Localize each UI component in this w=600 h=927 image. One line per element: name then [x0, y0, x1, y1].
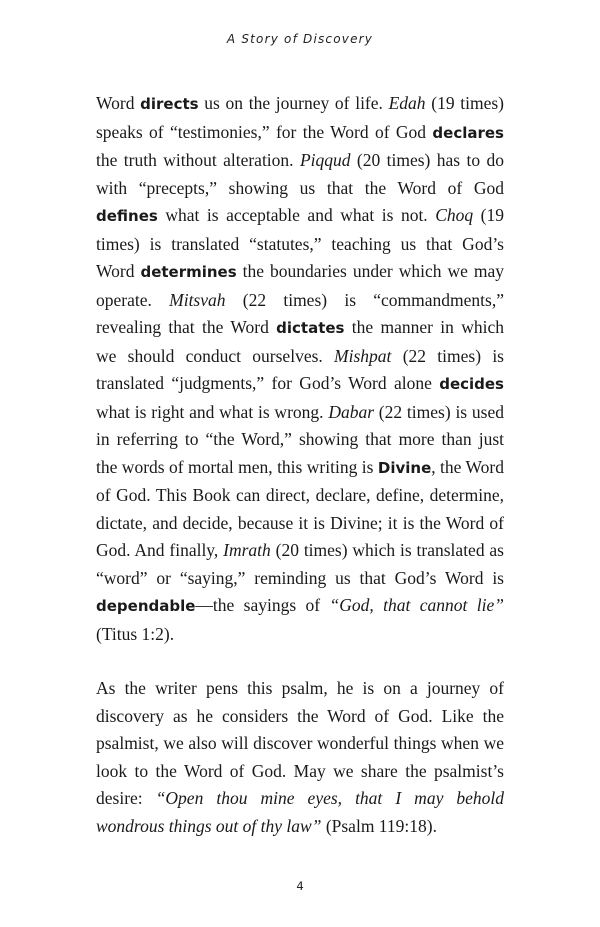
emphasis-italic: Edah — [388, 93, 426, 113]
text-run: Word — [96, 93, 141, 113]
emphasis-bold: Divine — [377, 458, 432, 477]
text-run: As the writer pens this psalm, he is on a journey of discovery as he considers the Word of God. Like the psalmist, we also will discover wonderful things when we look to the Word of God. May we share the psalmist’s desire: — [96, 678, 504, 808]
emphasis-bold: dictates — [276, 319, 345, 337]
emphasis-italic: “God, that cannot lie” — [329, 595, 504, 615]
text-run: the boundaries under which we may operate. — [96, 261, 504, 310]
emphasis-italic: Piqqud — [299, 150, 351, 170]
text-run: —the sayings of — [195, 595, 330, 615]
text-run: (19 times) speaks of “testimonies,” for the Word of God — [96, 93, 504, 142]
text-run: us on the journey of life. — [198, 93, 389, 113]
emphasis-bold: dependable — [96, 597, 196, 615]
text-run: (22 times) is “commandments,” revealing that the Word — [96, 289, 504, 337]
emphasis-italic: Mitsvah — [169, 289, 226, 310]
text-run: (20 times) which is translated as “word” or “saying,” reminding us that God’s Word is — [96, 540, 504, 588]
text-run: the manner in which we should conduct ourselves. — [96, 317, 504, 366]
emphasis-bold: decides — [439, 375, 504, 393]
text-run: , the Word of God. This Book can direct, declare, define, determine, dictate, and decide, because it is Divine; it is the Word of God. And finally, — [96, 456, 504, 560]
emphasis-bold: directs — [140, 95, 199, 113]
page-number: 4 — [296, 879, 304, 893]
emphasis-italic: “Open thou mine eyes, that I may behold wondrous things out of thy law” — [96, 788, 504, 836]
body-text — [96, 90, 504, 840]
emphasis-italic: Mishpat — [334, 345, 392, 366]
emphasis-italic: Dabar — [328, 401, 375, 422]
emphasis-bold: declares — [432, 123, 504, 142]
emphasis-italic: Choq — [435, 205, 474, 225]
text-run: (22 times) is translated “judgments,” for God’s Word alone — [96, 345, 504, 393]
text-run: the truth without alteration. — [96, 150, 300, 170]
text-run: what is acceptable and what is not. — [157, 205, 436, 225]
text-run: (Psalm 119:18). — [321, 815, 437, 836]
text-run: (20 times) has to do with “precepts,” showing us that the Word of God — [96, 150, 505, 198]
text-run: (22 times) is used in referring to “the Word,” showing that more than just the words of mortal men, this writing is — [96, 401, 504, 477]
text-run: what is right and what is wrong. — [96, 401, 329, 422]
paragraph — [96, 675, 504, 840]
emphasis-italic: Imrath — [223, 540, 271, 560]
paragraph — [96, 90, 504, 648]
running-header: A Story of Discovery — [226, 32, 374, 46]
emphasis-bold: determines — [140, 263, 237, 281]
text-run: (Titus 1:2). — [96, 623, 175, 644]
text-run: (19 times) is translated “statutes,” teaching us that God’s Word — [96, 205, 505, 281]
emphasis-bold: defines — [96, 207, 158, 225]
